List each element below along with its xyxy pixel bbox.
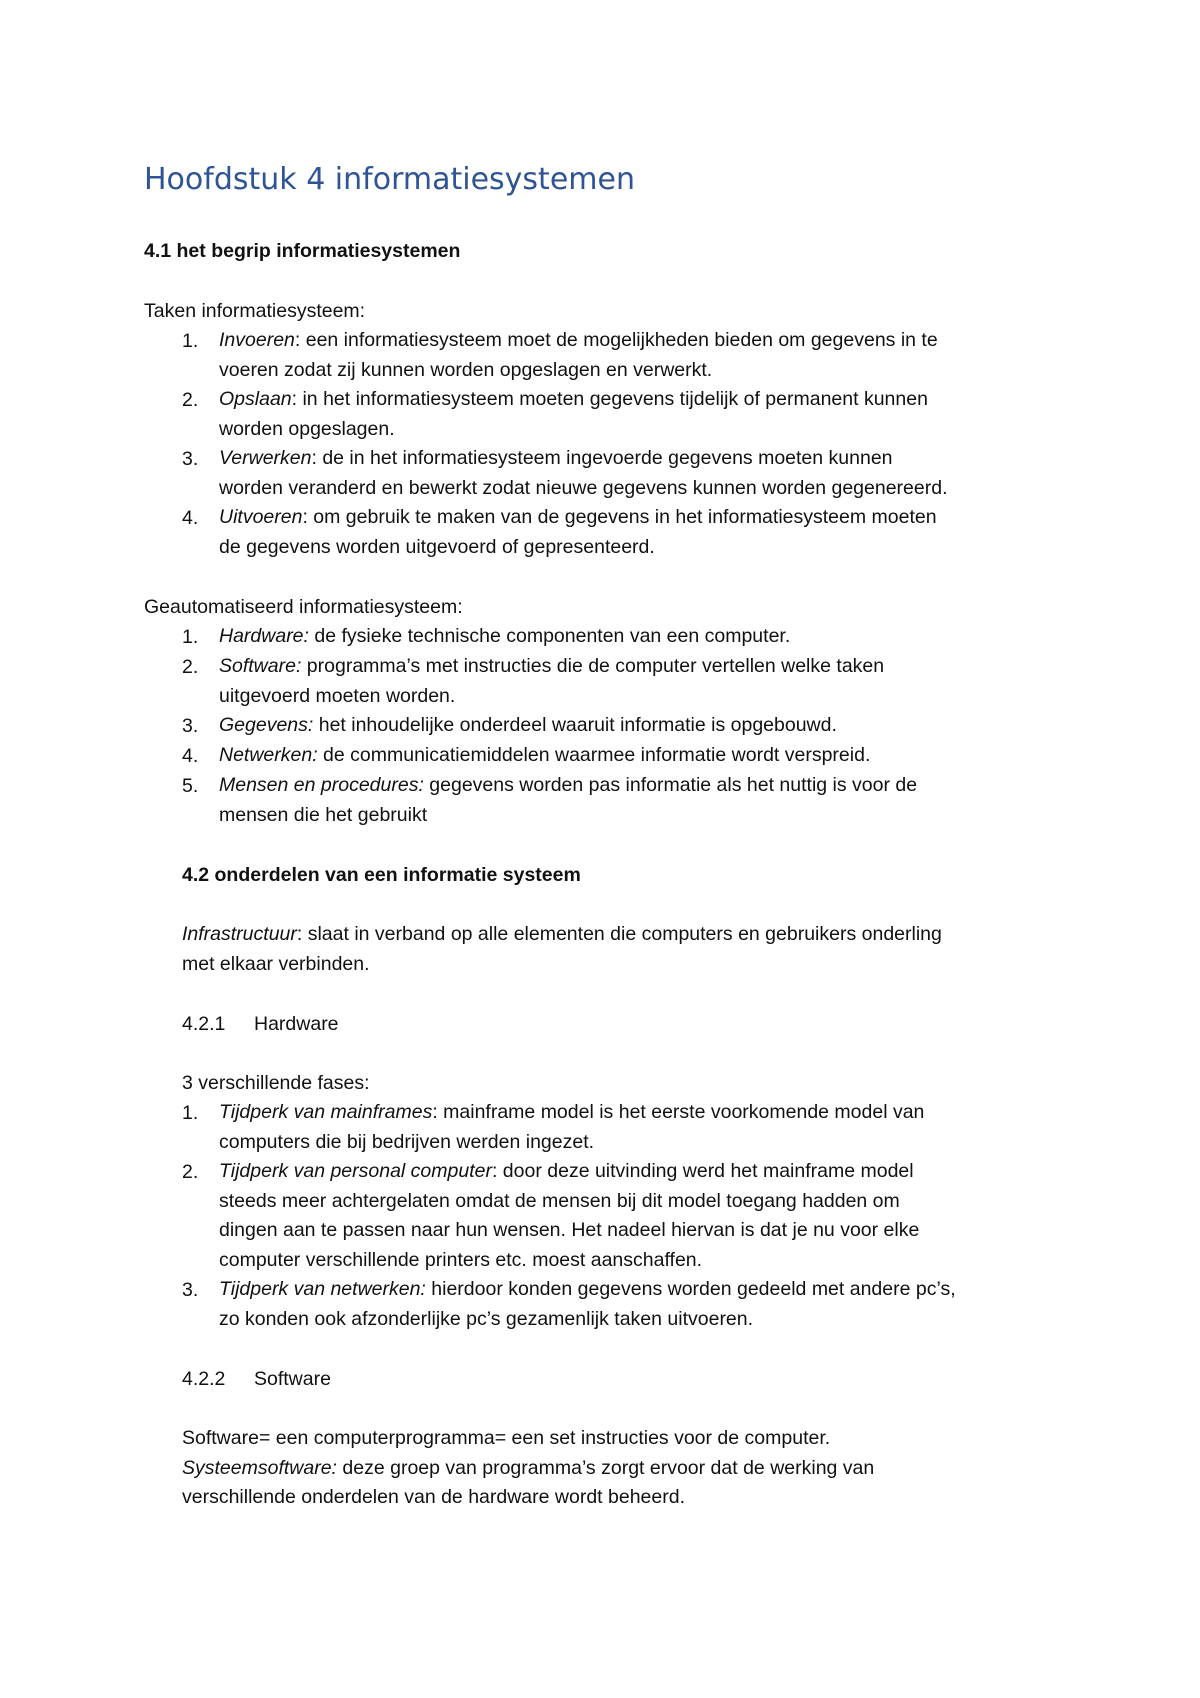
list-desc-cont: de gegevens worden uitgevoerd of gepresenteerd. <box>219 535 655 558</box>
geautomatiseerd-label: Geautomatiseerd informatiesysteem: <box>144 596 463 618</box>
list-term: Invoeren <box>219 329 295 351</box>
list-term: Netwerken: <box>219 744 318 766</box>
list-desc-cont: steeds meer achtergelaten omdat de mensen bij dit model toegang hadden om <box>219 1189 900 1212</box>
list-item <box>219 444 1099 503</box>
list-desc: het inhoudelijke onderdeel waaruit informatie is opgebouwd. <box>313 714 837 736</box>
list-term: Verwerken <box>219 447 312 469</box>
list-number: 2. <box>182 1161 199 1183</box>
page-title: Hoofdstuk 4 informatiesystemen <box>144 162 635 197</box>
infra-desc-cont: met elkaar verbinden. <box>182 952 370 975</box>
list-number: 2. <box>182 389 199 411</box>
list-desc: : een informatiesysteem moet de mogelijkheden bieden om gegevens in te <box>294 329 938 351</box>
section-heading-4-2: 4.2 onderdelen van een informatie systeem <box>182 864 581 886</box>
list-desc-cont: computers die bij bedrijven werden ingezet. <box>219 1130 595 1153</box>
list-term: Uitvoeren <box>219 506 303 528</box>
list-number: 1. <box>182 330 199 352</box>
list-desc: de communicatiemiddelen waarmee informatie wordt verspreid. <box>317 744 871 766</box>
list-desc-cont: mensen die het gebruikt <box>219 803 428 826</box>
subsection-number-4-2-2: 4.2.2 <box>182 1368 226 1390</box>
systeemsoftware-desc-cont: verschillende onderdelen van de hardware wordt beheerd. <box>182 1486 685 1508</box>
list-desc-cont: voeren zodat zij kunnen worden opgeslagen en verwerkt. <box>219 358 713 381</box>
list-item <box>219 1157 1099 1275</box>
list-term: Tijdperk van netwerken: <box>219 1278 426 1300</box>
list-item <box>219 652 1099 711</box>
list-number: 1. <box>182 626 199 648</box>
subsection-title-hardware: Hardware <box>254 1013 339 1035</box>
subsection-number-4-2-1: 4.2.1 <box>182 1013 226 1035</box>
list-desc-cont: dingen aan te passen naar hun wensen. Het nadeel hiervan is dat je nu voor elke <box>219 1219 920 1241</box>
list-number: 3. <box>182 715 199 737</box>
software-definition: Software= een computerprogramma= een set instructies voor de computer. <box>182 1427 831 1449</box>
list-desc-cont: zo konden ook afzonderlijke pc’s gezamenlijk taken uitvoeren. <box>219 1307 754 1330</box>
infrastructuur-paragraph <box>182 920 1102 979</box>
list-desc: : om gebruik te maken van de gegevens in het informatiesysteem moeten <box>302 506 937 528</box>
list-number: 3. <box>182 448 199 470</box>
list-term: Gegevens: <box>219 714 314 736</box>
list-desc-cont: computer verschillende printers etc. moest aanschaffen. <box>219 1248 703 1271</box>
list-term: Software: <box>219 655 302 677</box>
list-desc: : in het informatiesysteem moeten gegevens tijdelijk of permanent kunnen <box>291 388 928 410</box>
list-desc: hierdoor konden gegevens worden gedeeld met andere pc’s, <box>425 1278 956 1300</box>
list-desc-cont: worden opgeslagen. <box>219 417 395 440</box>
list-desc: : mainframe model is het eerste voorkomende model van <box>432 1101 925 1123</box>
infra-desc: : slaat in verband op alle elementen die computers en gebruikers onderling <box>296 923 942 945</box>
list-number: 4. <box>182 507 199 529</box>
list-desc: gegevens worden pas informatie als het nuttig is voor de <box>423 774 918 796</box>
list-item <box>219 622 1099 652</box>
list-item <box>219 711 1099 741</box>
list-term: Hardware: <box>219 625 309 647</box>
list-desc-cont: worden veranderd en bewerkt zodat nieuwe gegevens kunnen worden gegenereerd. <box>219 476 948 499</box>
fases-label: 3 verschillende fases: <box>182 1072 370 1094</box>
list-item <box>219 1275 1099 1334</box>
list-item <box>219 326 1099 385</box>
list-desc: programma’s met instructies die de computer vertellen welke taken <box>301 655 885 677</box>
list-number: 5. <box>182 775 199 797</box>
list-item <box>219 741 1099 771</box>
list-item <box>219 1098 1099 1157</box>
list-item <box>219 385 1099 444</box>
subsection-title-software: Software <box>254 1368 331 1390</box>
list-item <box>219 503 1099 562</box>
list-term: Tijdperk van mainframes <box>219 1101 433 1123</box>
list-number: 2. <box>182 656 199 678</box>
list-number: 4. <box>182 745 199 767</box>
list-number: 3. <box>182 1279 199 1301</box>
list-desc: de fysieke technische componenten van een computer. <box>308 625 791 647</box>
list-desc: : door deze uitvinding werd het mainframe model <box>491 1160 914 1182</box>
list-item <box>219 771 1099 830</box>
software-paragraph <box>182 1424 1102 1513</box>
list-term: Opslaan <box>219 388 292 410</box>
section-heading-4-1: 4.1 het begrip informatiesystemen <box>144 240 461 262</box>
systeemsoftware-term: Systeemsoftware: <box>182 1456 337 1479</box>
list-desc-cont: uitgevoerd moeten worden. <box>219 684 456 707</box>
list-number: 1. <box>182 1102 199 1124</box>
taken-label: Taken informatiesysteem: <box>144 300 366 322</box>
list-desc: : de in het informatiesysteem ingevoerde gegevens moeten kunnen <box>311 447 893 469</box>
list-term: Mensen en procedures: <box>219 774 424 796</box>
systeemsoftware-desc: deze groep van programma’s zorgt ervoor dat de werking van <box>336 1456 875 1479</box>
list-term: Tijdperk van personal computer <box>219 1160 492 1182</box>
infra-term: Infrastructuur <box>182 923 297 945</box>
